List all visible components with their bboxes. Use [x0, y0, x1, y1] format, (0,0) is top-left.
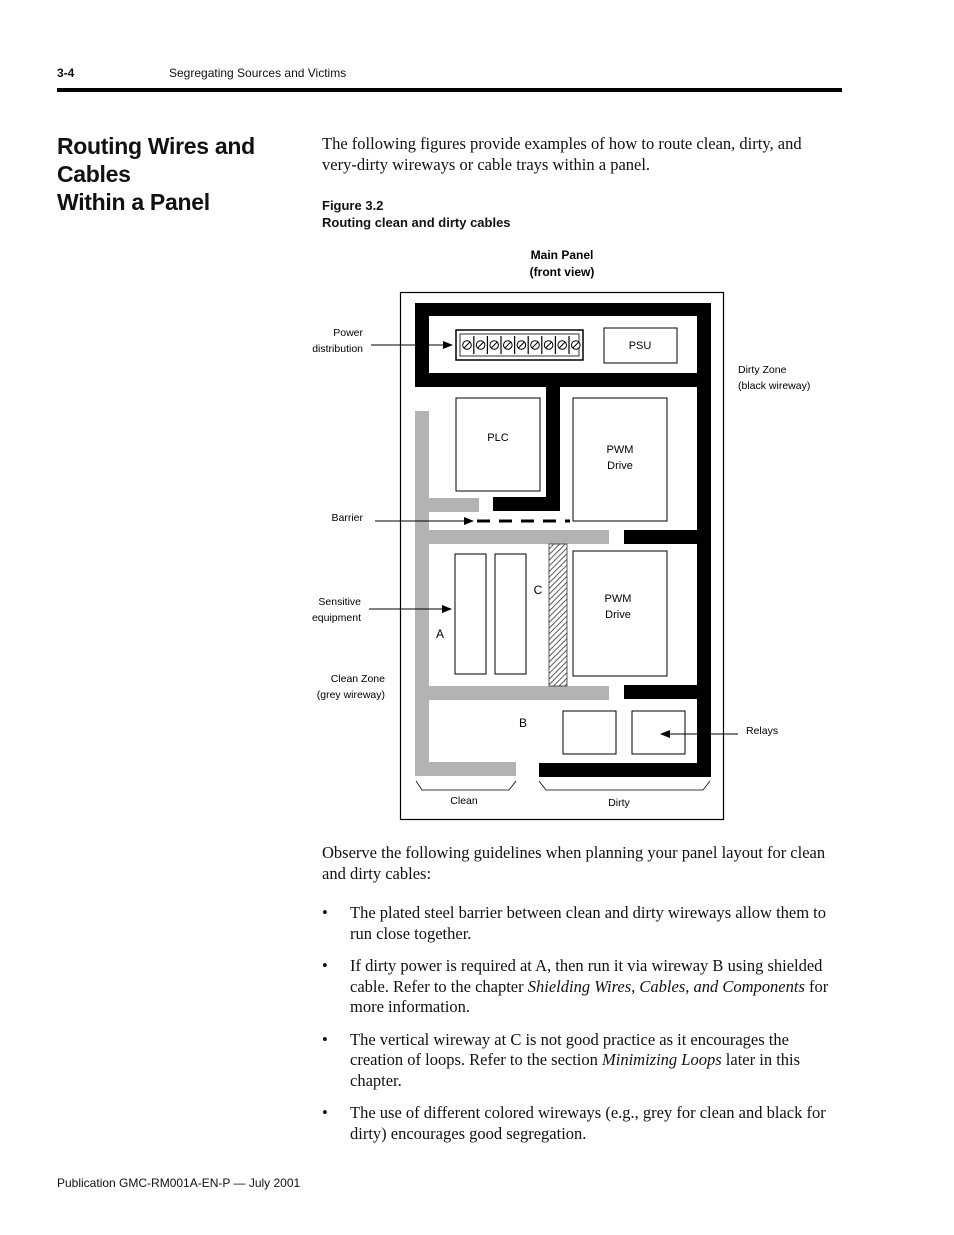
clean-zone-label-line2: (grey wireway) [316, 689, 385, 701]
barrier-label: Barrier [331, 512, 363, 524]
bullet-3-text-pre: The vertical wireway at C is not good practice as it encourages the creation of loops. Refer to the section [350, 1029, 789, 1069]
diagram-title-line1: Main Panel [530, 248, 594, 262]
bullet-3-text-post: later in this chapter. [350, 1050, 801, 1090]
page-number: 3-4 [57, 66, 75, 80]
figure-number: Figure 3.2 [322, 198, 384, 213]
sensitive-equipment-box-1 [455, 554, 486, 674]
bullet-marker: • [322, 1029, 328, 1049]
relay-box-1 [563, 711, 616, 754]
dirty-wireway-stub-lower [624, 685, 704, 699]
pwm-drive-lower-label-line2: Drive [605, 609, 631, 621]
dirty-brace [539, 781, 710, 790]
sensitive-equipment-label-line2: equipment [311, 612, 361, 624]
clean-wireway-middle [415, 530, 609, 544]
publication-footer: Publication GMC-RM001A-EN-P — July 2001 [57, 1176, 301, 1190]
dirty-wireway-bottom [539, 763, 711, 777]
figure-caption: Routing clean and dirty cables [322, 215, 511, 230]
bullet-1-text: The plated steel barrier between clean and dirty wireways allow them to run close together. [350, 903, 827, 943]
guidelines-intro: Observe the following guidelines when planning your panel layout for clean and dirty cables: [322, 843, 826, 883]
plc-label: PLC [487, 432, 509, 444]
clean-brace-label: Clean [450, 795, 478, 807]
bullet-marker: • [322, 956, 328, 975]
list-item [322, 1103, 842, 1144]
pwm-drive-lower-label-line1: PWM [604, 593, 632, 605]
psu-label: PSU [628, 340, 652, 352]
running-title: Segregating Sources and Victims [169, 66, 347, 80]
guidelines-list [322, 903, 842, 1156]
dirty-wireway-branch-horizontal [493, 497, 560, 511]
label-c: C [533, 583, 543, 597]
clean-wireway-bottom [415, 762, 516, 776]
bullet-3-section-ref: Minimizing Loops [602, 1050, 722, 1069]
label-b: B [518, 716, 528, 730]
wireway-c-hatched [549, 544, 567, 686]
bullet-marker: • [322, 1103, 328, 1122]
diagram-title-line2: (front view) [529, 265, 595, 279]
bullet-2-text-pre: If dirty power is required at A, then run it via wireway B using shielded cable. Refer to the chapter [350, 956, 823, 996]
section-heading-line2: Within a Panel [57, 189, 210, 215]
figure-label [322, 197, 511, 231]
pwm-drive-upper-label-line1: PWM [606, 444, 634, 456]
clean-wireway-lower [415, 686, 609, 700]
sensitive-equipment-box-2 [495, 554, 526, 674]
sensitive-equipment-label-line1: Sensitive [318, 596, 361, 608]
dirty-wireway-stub-upper [624, 530, 704, 544]
clean-wireway-vertical [415, 411, 429, 776]
clean-brace [416, 781, 516, 790]
relays-label: Relays [746, 725, 779, 737]
panel-diagram [300, 245, 840, 830]
dirty-wireway-branch-vertical [546, 373, 560, 511]
power-distribution-label-line2: distribution [312, 343, 363, 355]
list-item [322, 903, 842, 944]
bullet-2-chapter-ref: Shielding Wires, Cables, and Components [527, 976, 805, 996]
list-item [322, 956, 842, 1018]
header-rule [57, 88, 842, 92]
dirty-brace-label: Dirty [608, 797, 630, 809]
label-a: A [435, 627, 445, 641]
dirty-wireway-right [697, 373, 711, 777]
dirty-zone-label-line2: (black wireway) [738, 380, 811, 392]
bullet-4-text: The use of different colored wireways (e.g., grey for clean and black for dirty) encourages good segregation. [350, 1103, 826, 1143]
bullet-marker: • [322, 903, 328, 922]
section-heading [57, 132, 307, 216]
section-heading-line1: Routing Wires and Cables [57, 133, 255, 187]
list-item [322, 1030, 842, 1092]
power-distribution-label-line1: Power [333, 327, 363, 339]
pwm-drive-upper-label-line2: Drive [607, 460, 633, 472]
intro-paragraph: The following figures provide examples of how to route clean, dirty, and very-dirty wireways or cable trays within a panel. [322, 134, 802, 174]
clean-zone-label-line1: Clean Zone [330, 673, 385, 685]
clean-wireway-upper-stub [415, 498, 479, 512]
relay-box-2 [632, 711, 685, 754]
bullet-2-text-post: for more information. [350, 976, 829, 1016]
dirty-zone-label-line1: Dirty Zone [738, 364, 787, 376]
plc-box [456, 398, 540, 491]
